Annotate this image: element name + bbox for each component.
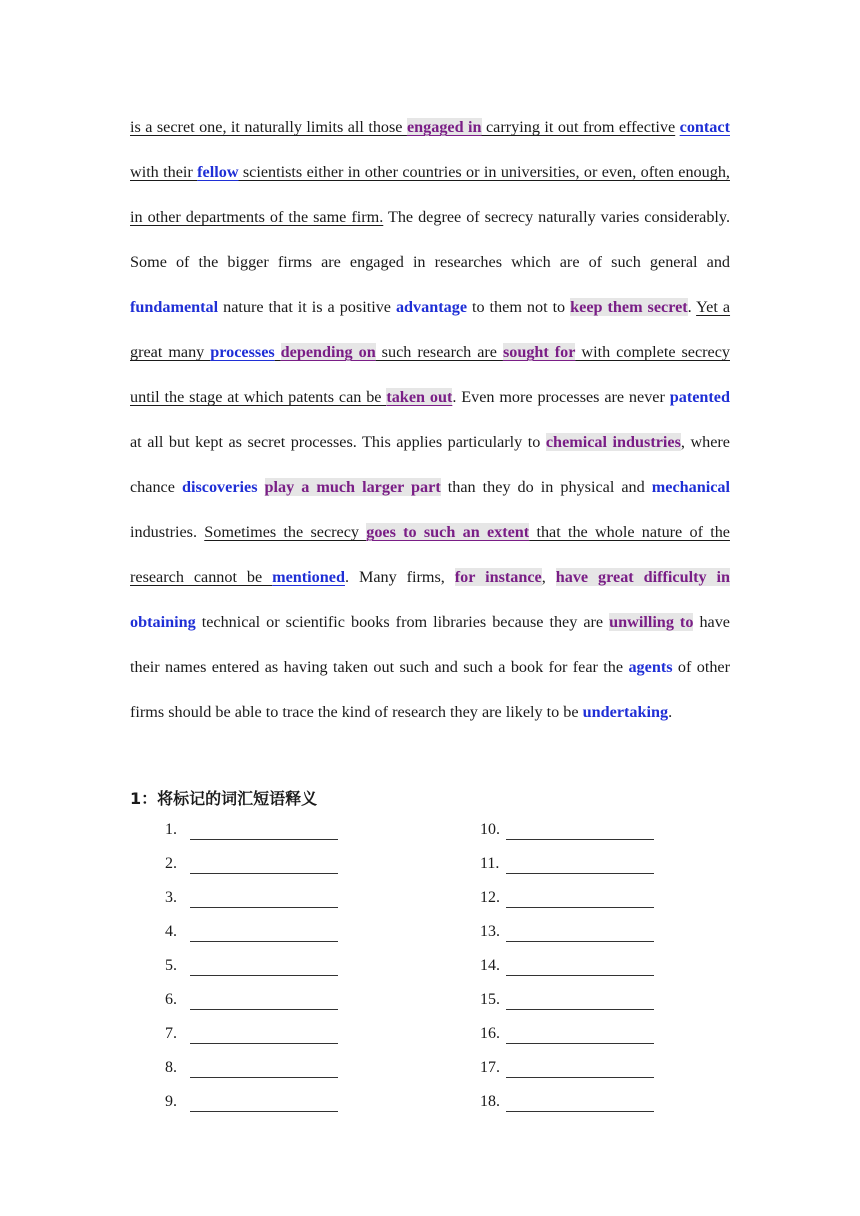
answer-blank[interactable] (506, 922, 654, 942)
answer-blank[interactable] (190, 1058, 338, 1078)
passage-text: , (541, 568, 556, 586)
answer-item (480, 1058, 654, 1092)
passage-text: . Many firms, (344, 568, 455, 586)
answer-item (480, 888, 654, 922)
keyword: agents (628, 658, 673, 676)
keyword: contact (679, 118, 730, 136)
passage-text: such research are (375, 343, 503, 361)
answer-blank[interactable] (506, 1058, 654, 1078)
answer-blank[interactable] (190, 854, 338, 874)
passage-text: . Even more processes are never (452, 388, 670, 406)
answer-column-right (480, 820, 654, 1126)
answer-blank[interactable] (190, 888, 338, 908)
item-number: 7. (165, 1025, 177, 1042)
passage-text (275, 343, 281, 361)
answer-blank[interactable] (190, 990, 338, 1010)
item-number: 15. (480, 991, 500, 1008)
answer-item (165, 820, 338, 854)
passage-text: with complete secrecy until the stage at which patents can be (130, 343, 730, 406)
answer-item (165, 1024, 338, 1058)
answer-item (480, 854, 654, 888)
passage-text: scientists either in other countries or in universities, or even, often enough, in other departments of the same firm. (130, 163, 730, 226)
item-number: 1. (165, 821, 177, 838)
highlighted-phrase: keep them secret (570, 298, 688, 316)
answer-item (480, 1092, 654, 1126)
answer-blank[interactable] (506, 888, 654, 908)
passage-text: have their names entered as having taken out such and such a book for fear the (130, 613, 730, 676)
passage-text: , where chance (130, 433, 730, 496)
answer-blank[interactable] (190, 1024, 338, 1044)
item-number: 18. (480, 1093, 500, 1110)
highlighted-phrase: goes to such an extent (366, 523, 530, 541)
passage-text: carrying it out from effective (481, 118, 676, 136)
answer-blank[interactable] (190, 1092, 338, 1112)
answer-item (165, 922, 338, 956)
item-number: 8. (165, 1059, 177, 1076)
passage-text: Yet a great many (130, 298, 731, 361)
answer-item (165, 990, 338, 1024)
item-number: 16. (480, 1025, 500, 1042)
keyword: obtaining (130, 613, 196, 631)
highlighted-phrase: taken out (386, 388, 453, 406)
passage-text: at all but kept as secret processes. This applies particularly to (130, 433, 546, 451)
answer-item (165, 854, 338, 888)
item-number: 5. (165, 957, 177, 974)
answer-blank[interactable] (506, 820, 654, 840)
keyword: mentioned (272, 568, 345, 586)
passage-text: with their (130, 163, 198, 181)
keyword: advantage (395, 298, 468, 316)
answer-item (165, 1092, 338, 1126)
item-number: 2. (165, 855, 177, 872)
answer-item (480, 922, 654, 956)
answer-item (480, 820, 654, 854)
answer-blank[interactable] (506, 990, 654, 1010)
item-number: 17. (480, 1059, 500, 1076)
passage-text: The degree of secrecy naturally varies considerably. Some of the bigger firms are engaged in researches which are of such general and (130, 208, 730, 271)
item-number: 13. (480, 923, 500, 940)
answer-blank[interactable] (190, 922, 338, 942)
answer-column-left (165, 820, 338, 1126)
answer-blank[interactable] (190, 956, 338, 976)
keyword: processes (210, 343, 275, 361)
answer-blank[interactable] (190, 820, 338, 840)
passage-text: . (687, 298, 697, 316)
answer-blank[interactable] (506, 1092, 654, 1112)
answer-item (480, 990, 654, 1024)
highlighted-phrase: engaged in (406, 118, 482, 136)
highlighted-phrase: sought for (502, 343, 576, 361)
answer-item (480, 1024, 654, 1058)
highlighted-phrase: play a much larger part (264, 478, 441, 496)
passage-text: that the whole nature of the research cannot be (130, 523, 730, 586)
passage-text: technical or scientific books from libraries because they are (195, 613, 610, 631)
item-number: 4. (165, 923, 177, 940)
item-number: 3. (165, 889, 177, 906)
item-number: 12. (480, 889, 500, 906)
item-number: 11. (480, 855, 500, 872)
answer-blank[interactable] (506, 1024, 654, 1044)
item-number: 10. (480, 821, 500, 838)
item-number: 6. (165, 991, 177, 1008)
answer-blank[interactable] (506, 854, 654, 874)
answer-item (165, 888, 338, 922)
highlighted-phrase: depending on (280, 343, 376, 361)
highlighted-phrase: for instance (454, 568, 542, 586)
passage-text: of other firms should be able to trace the kind of research they are likely to be (130, 658, 731, 721)
item-number: 9. (165, 1093, 177, 1110)
passage-text: nature that it is a positive (218, 298, 396, 316)
passage-text: industries. (130, 523, 205, 541)
exercise-heading: 1：将标记的词汇短语释义 (130, 789, 318, 808)
keyword: fellow (197, 163, 239, 181)
keyword: fundamental (130, 298, 219, 316)
reading-passage (130, 105, 730, 735)
answer-blank[interactable] (506, 956, 654, 976)
answer-item (165, 1058, 338, 1092)
highlighted-phrase: chemical industries (545, 433, 681, 451)
keyword: patented (669, 388, 730, 406)
answer-item (165, 956, 338, 990)
passage-text: to them not to (467, 298, 571, 316)
keyword: undertaking (582, 703, 669, 721)
passage-text: Sometimes the secrecy (204, 523, 367, 541)
keyword: discoveries (181, 478, 258, 496)
passage-text: . (668, 703, 673, 721)
keyword: mechanical (651, 478, 731, 496)
passage-text: than they do in physical and (440, 478, 652, 496)
item-number: 14. (480, 957, 500, 974)
passage-text: is a secret one, it naturally limits all those (130, 118, 407, 136)
highlighted-phrase: have great difficulty in (555, 568, 730, 586)
answer-item (480, 956, 654, 990)
highlighted-phrase: unwilling to (609, 613, 694, 631)
passage-text (258, 478, 265, 496)
